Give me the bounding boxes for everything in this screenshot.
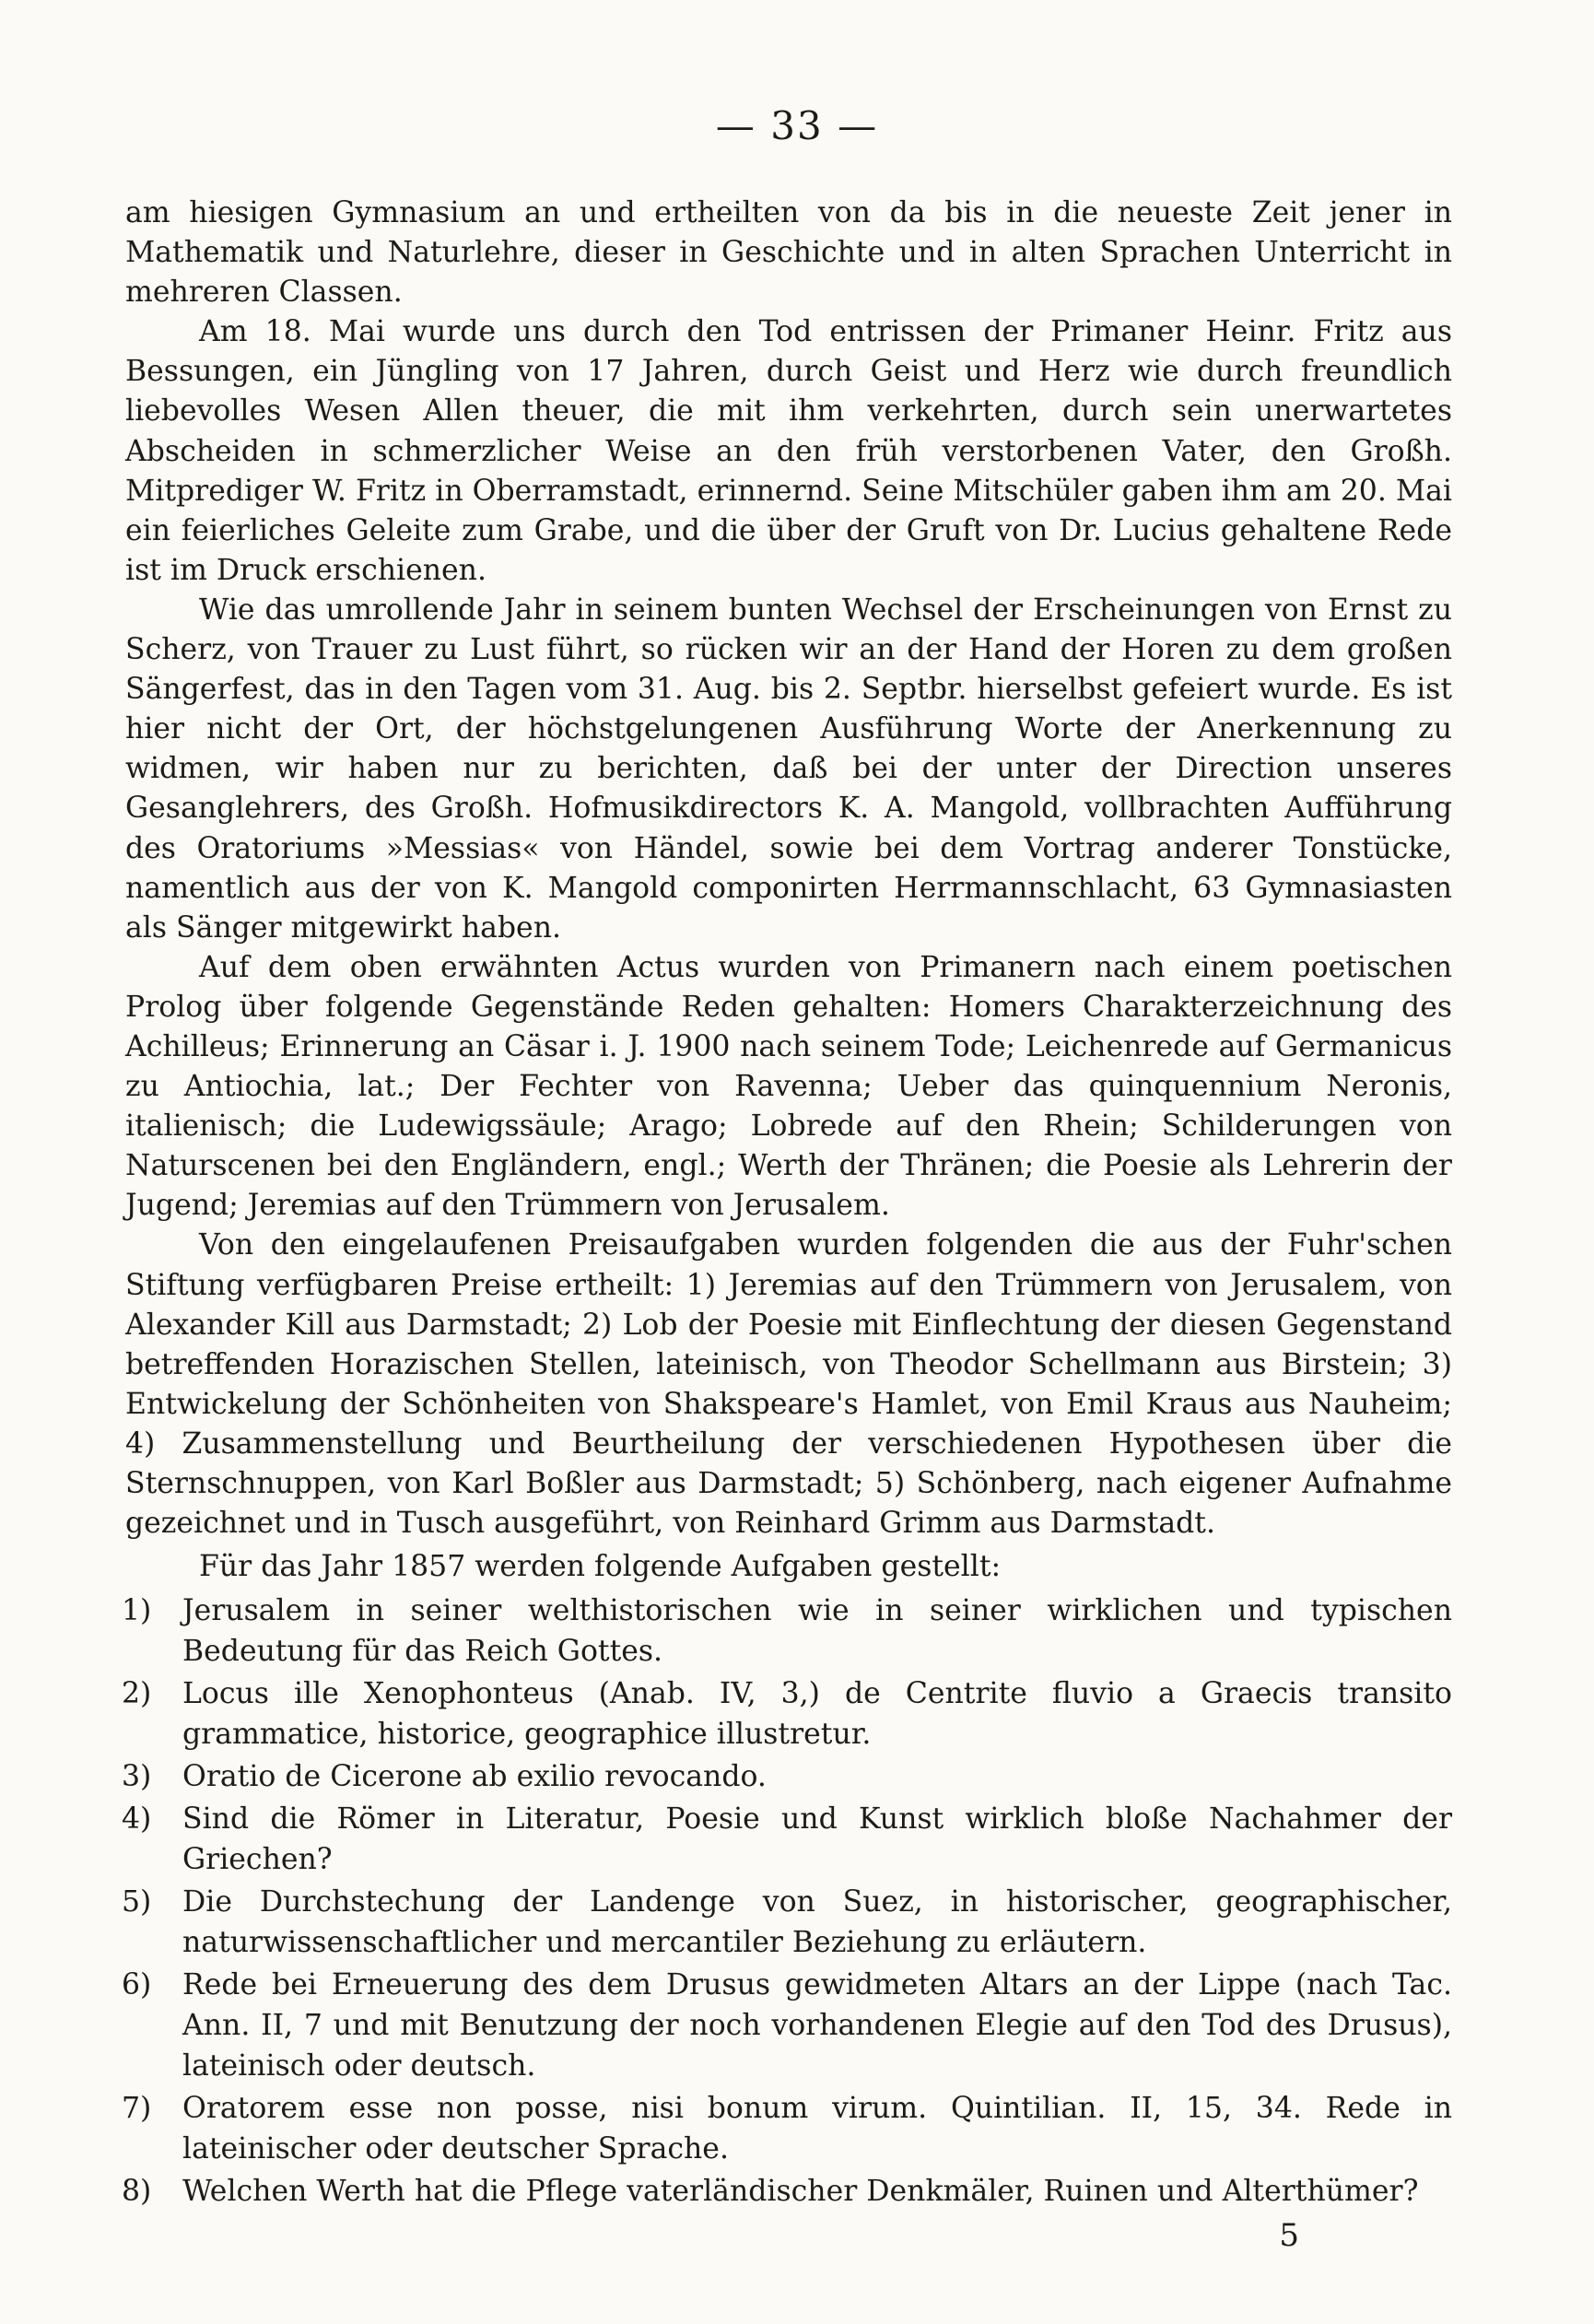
- paragraph: Auf dem oben erwähnten Actus wurden von Primanern nach einem poetischen Prolog über folgende Gegenstände Reden gehalten: Homers Charakterzeichnung des Achilleus; Erinnerung an Cäsar i. J. 1900 nach seinem Tode; Leichenrede auf Germanicus zu Antiochia, lat.; Der Fechter von Ravenna; Ueber das quinquennium Neronis, italienisch; die Ludewigssäule; Arago; Lobrede auf den Rhein; Schilderungen von Naturscenen bei den Engländern, engl.; Werth der Thränen; die Poesie als Lehrerin der Jugend; Jeremias auf den Trümmern von Jerusalem.: [125, 950, 1452, 1223]
- list-item: [122, 2171, 1452, 2212]
- item-text: Rede bei Erneuerung des dem Drusus gewidmeten Altars an der Lippe (nach Tac. Ann. II, 7 und mit Benutzung der noch vorhandenen Elegie auf den Tod des Drusus), lateinisch oder deutsch.: [182, 1968, 1452, 2083]
- item-text: Welchen Werth hat die Pflege vaterländischer Denkmäler, Ruinen und Alterthümer?: [182, 2175, 1419, 2209]
- paragraph: Wie das umrollende Jahr in seinem bunten Wechsel der Erscheinungen von Ernst zu Scherz, von Trauer zu Lust führt, so rücken wir an der Hand der Horen zu dem großen Sängerfest, das in den Tagen vom 31. Aug. bis 2. Septbr. hierselbst gefeiert wurde. Es ist hier nicht der Ort, der höchstgelungenen Ausführung Worte der Anerkennung zu widmen, wir haben nur zu berichten, daß bei der unter der Direction unseres Gesanglehrers, des Großh. Hofmusikdirectors K. A. Mangold, vollbrachten Aufführung des Oratoriums »Messias« von Händel, sowie bei dem Vortrag anderer Tonstücke, namentlich aus der von K. Mangold componirten Herrmannschlacht, 63 Gymnasiasten als Sänger mitgewirkt haben.: [125, 593, 1452, 945]
- item-text: Sind die Römer in Literatur, Poesie und Kunst wirklich bloße Nachahmer der Griechen?: [182, 1802, 1452, 1877]
- list-item: [122, 1673, 1452, 1755]
- item-text: Oratio de Cicerone ab exilio revocando.: [182, 1760, 767, 1794]
- item-number: 8): [122, 2175, 152, 2209]
- item-text: Locus ille Xenophonteus (Anab. IV, 3,) de Centrite fluvio a Graecis transito grammatice, historice, geographice illustretur.: [182, 1677, 1452, 1752]
- list-item: [122, 1965, 1452, 2086]
- item-text: Jerusalem in seiner welthistorischen wie in seiner wirklichen und typischen Bedeutung für das Reich Gottes.: [182, 1594, 1452, 1669]
- list-item: [122, 1756, 1452, 1797]
- list-item: [122, 1590, 1452, 1672]
- item-number: 6): [122, 1968, 152, 2002]
- item-text: Die Durchstechung der Landenge von Suez, in historischer, geographischer, naturwissenschaftlicher und mercantiler Beziehung zu erläutern.: [182, 1885, 1452, 1960]
- page-number: — 33 —: [715, 103, 879, 148]
- paragraph: Am 18. Mai wurde uns durch den Tod entrissen der Primaner Heinr. Fritz aus Bessungen, ein Jüngling von 17 Jahren, durch Geist und Herz wie durch freundlich liebevolles Wesen Allen theuer, die mit ihm verkehrten, durch sein unerwartetes Abscheiden in schmerzlicher Weise an den früh verstorbenen Vater, den Großh. Mitprediger W. Fritz in Oberramstadt, erinnernd. Seine Mitschüler gaben ihm am 20. Mai ein feierliches Geleite zum Grabe, und die über der Gruft von Dr. Lucius gehaltene Rede ist im Druck erschienen.: [125, 315, 1452, 587]
- list-item: [122, 1882, 1452, 1963]
- paragraph: am hiesigen Gymnasium an und ertheilten von da bis in die neueste Zeit jener in Mathematik und Naturlehre, dieser in Geschichte und in alten Sprachen Unterricht in mehreren Classen.: [125, 196, 1452, 310]
- paragraph: Von den eingelaufenen Preisaufgaben wurden folgenden die aus der Fuhr'schen Stiftung verfügbaren Preise ertheilt: 1) Jeremias auf den Trümmern von Jerusalem, von Alexander Kill aus Darmstadt; 2) Lob der Poesie mit Einflechtung der diesen Gegenstand betreffenden Horazischen Stellen, lateinisch, von Theodor Schellmann aus Birstein; 3) Entwickelung der Schönheiten von Shakspeare's Hamlet, von Emil Kraus aus Nauheim; 4) Zusammenstellung und Beurtheilung der verschiedenen Hypothesen über die Sternschnuppen, von Karl Boßler aus Darmstadt; 5) Schönberg, nach eigener Aufnahme gezeichnet und in Tusch ausgeführt, von Reinhard Grimm aus Darmstadt.: [125, 1228, 1452, 1541]
- item-number: 5): [122, 1885, 152, 1919]
- tasks-intro: Für das Jahr 1857 werden folgende Aufgaben gestellt:: [199, 1550, 1002, 1584]
- list-item: [122, 2088, 1452, 2169]
- item-number: 7): [122, 2092, 152, 2126]
- item-number: 2): [122, 1677, 152, 1711]
- item-text: Oratorem esse non posse, nisi bonum virum. Quintilian. II, 15, 34. Rede in lateinischer oder deutscher Sprache.: [182, 2092, 1452, 2166]
- task-list: [122, 1590, 1452, 2212]
- item-number: 4): [122, 1802, 152, 1837]
- list-item: [122, 1799, 1452, 1880]
- item-number: 3): [122, 1760, 152, 1794]
- item-number: 1): [122, 1594, 152, 1628]
- sheet-signature: 5: [1279, 2217, 1299, 2254]
- body-text: [122, 194, 1452, 2213]
